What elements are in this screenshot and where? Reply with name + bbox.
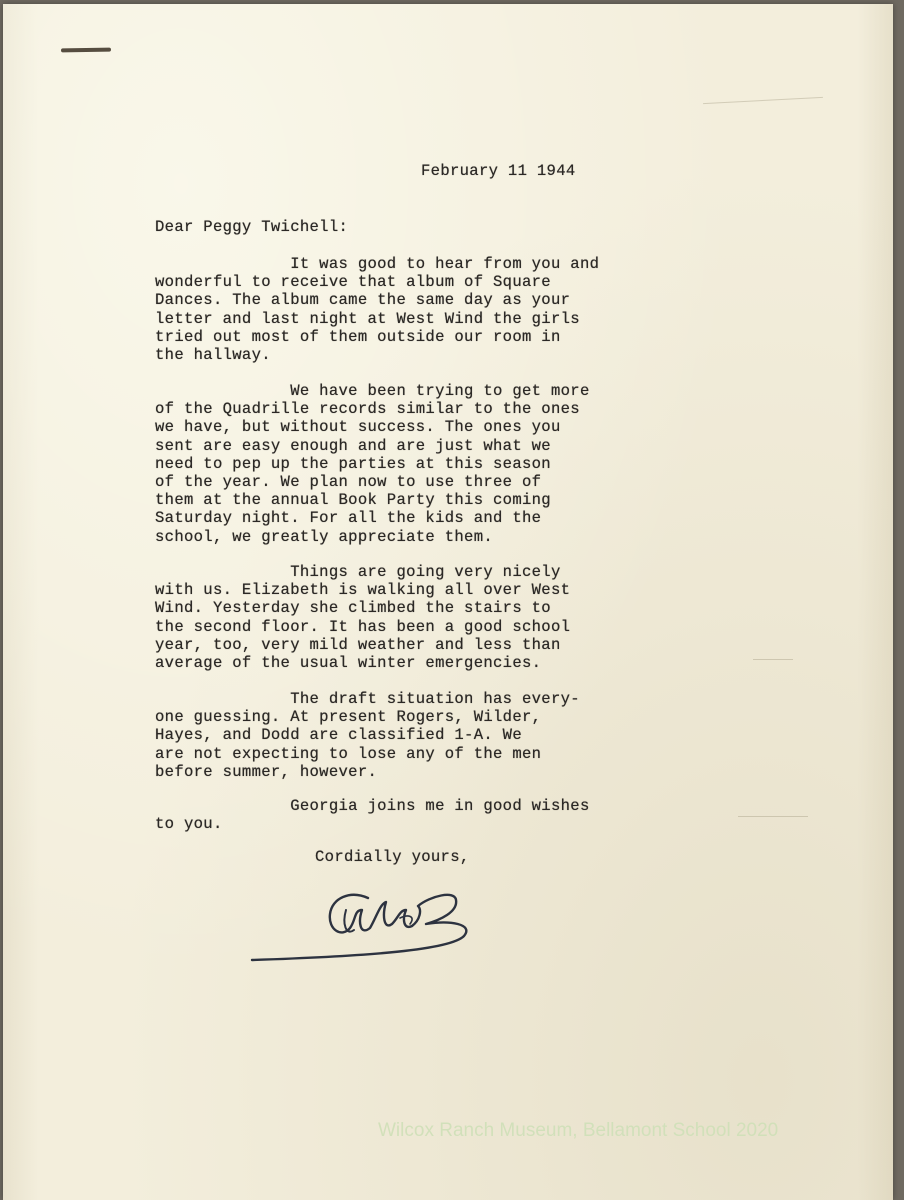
letter-paragraph-1 <box>155 255 599 364</box>
text-line: wonderful to receive that album of Square <box>155 273 551 292</box>
text-line: them at the annual Book Party this coming <box>155 491 551 510</box>
text-line: Saturday night. For all the kids and the <box>155 509 542 528</box>
text-line: of the Quadrille records similar to the ones <box>155 400 580 419</box>
text-line: tried out most of them outside our room in <box>155 327 561 346</box>
handwritten-signature <box>250 880 480 970</box>
text-line: average of the usual winter emergencies. <box>155 654 542 673</box>
text-line: school, we greatly appreciate them. <box>155 527 494 546</box>
text-line: of the year. We plan now to use three of <box>155 473 542 492</box>
letter-paragraph-4 <box>155 690 580 781</box>
paper-crease <box>738 816 808 817</box>
text-line: the hallway. <box>155 346 271 365</box>
text-line: Wind. Yesterday she climbed the stairs to <box>155 599 551 618</box>
text-line: we have, but without success. The ones you <box>155 418 561 437</box>
text-line: year, too, very mild weather and less than <box>155 635 561 654</box>
text-line: The draft situation has every- <box>155 690 580 708</box>
letter-salutation: Dear Peggy Twichell: <box>155 218 349 236</box>
text-line: letter and last night at West Wind the girls <box>155 309 580 328</box>
text-line: Hayes, and Dodd are classified 1-A. We <box>155 726 522 745</box>
text-line: to you. <box>155 815 223 834</box>
text-line: need to pep up the parties at this season <box>155 454 551 473</box>
text-line: with us. Elizabeth is walking all over West <box>155 581 571 600</box>
text-line: before summer, however. <box>155 762 378 781</box>
letter-date: February 11 1944 <box>421 162 576 180</box>
paper-crease <box>703 97 823 104</box>
letter-paragraph-5 <box>155 797 590 833</box>
text-line: one guessing. At present Rogers, Wilder, <box>155 708 542 727</box>
text-line: sent are easy enough and are just what we <box>155 436 551 455</box>
text-line: Dances. The album came the same day as your <box>155 291 571 310</box>
letter-paragraph-3 <box>155 563 570 672</box>
text-line: We have been trying to get more <box>155 382 590 400</box>
archive-watermark: Wilcox Ranch Museum, Bellamont School 2020 <box>378 1120 779 1141</box>
text-line: It was good to hear from you and <box>155 255 600 273</box>
letter-closing: Cordially yours, <box>315 848 470 866</box>
text-line: Georgia joins me in good wishes <box>155 797 590 815</box>
text-line: are not expecting to lose any of the men <box>155 744 542 763</box>
paper-mark <box>61 48 111 53</box>
paper-crease <box>753 659 793 660</box>
text-line: the second floor. It has been a good school <box>155 617 571 636</box>
text-line: Things are going very nicely <box>155 563 561 581</box>
letter-paragraph-2 <box>155 382 590 546</box>
